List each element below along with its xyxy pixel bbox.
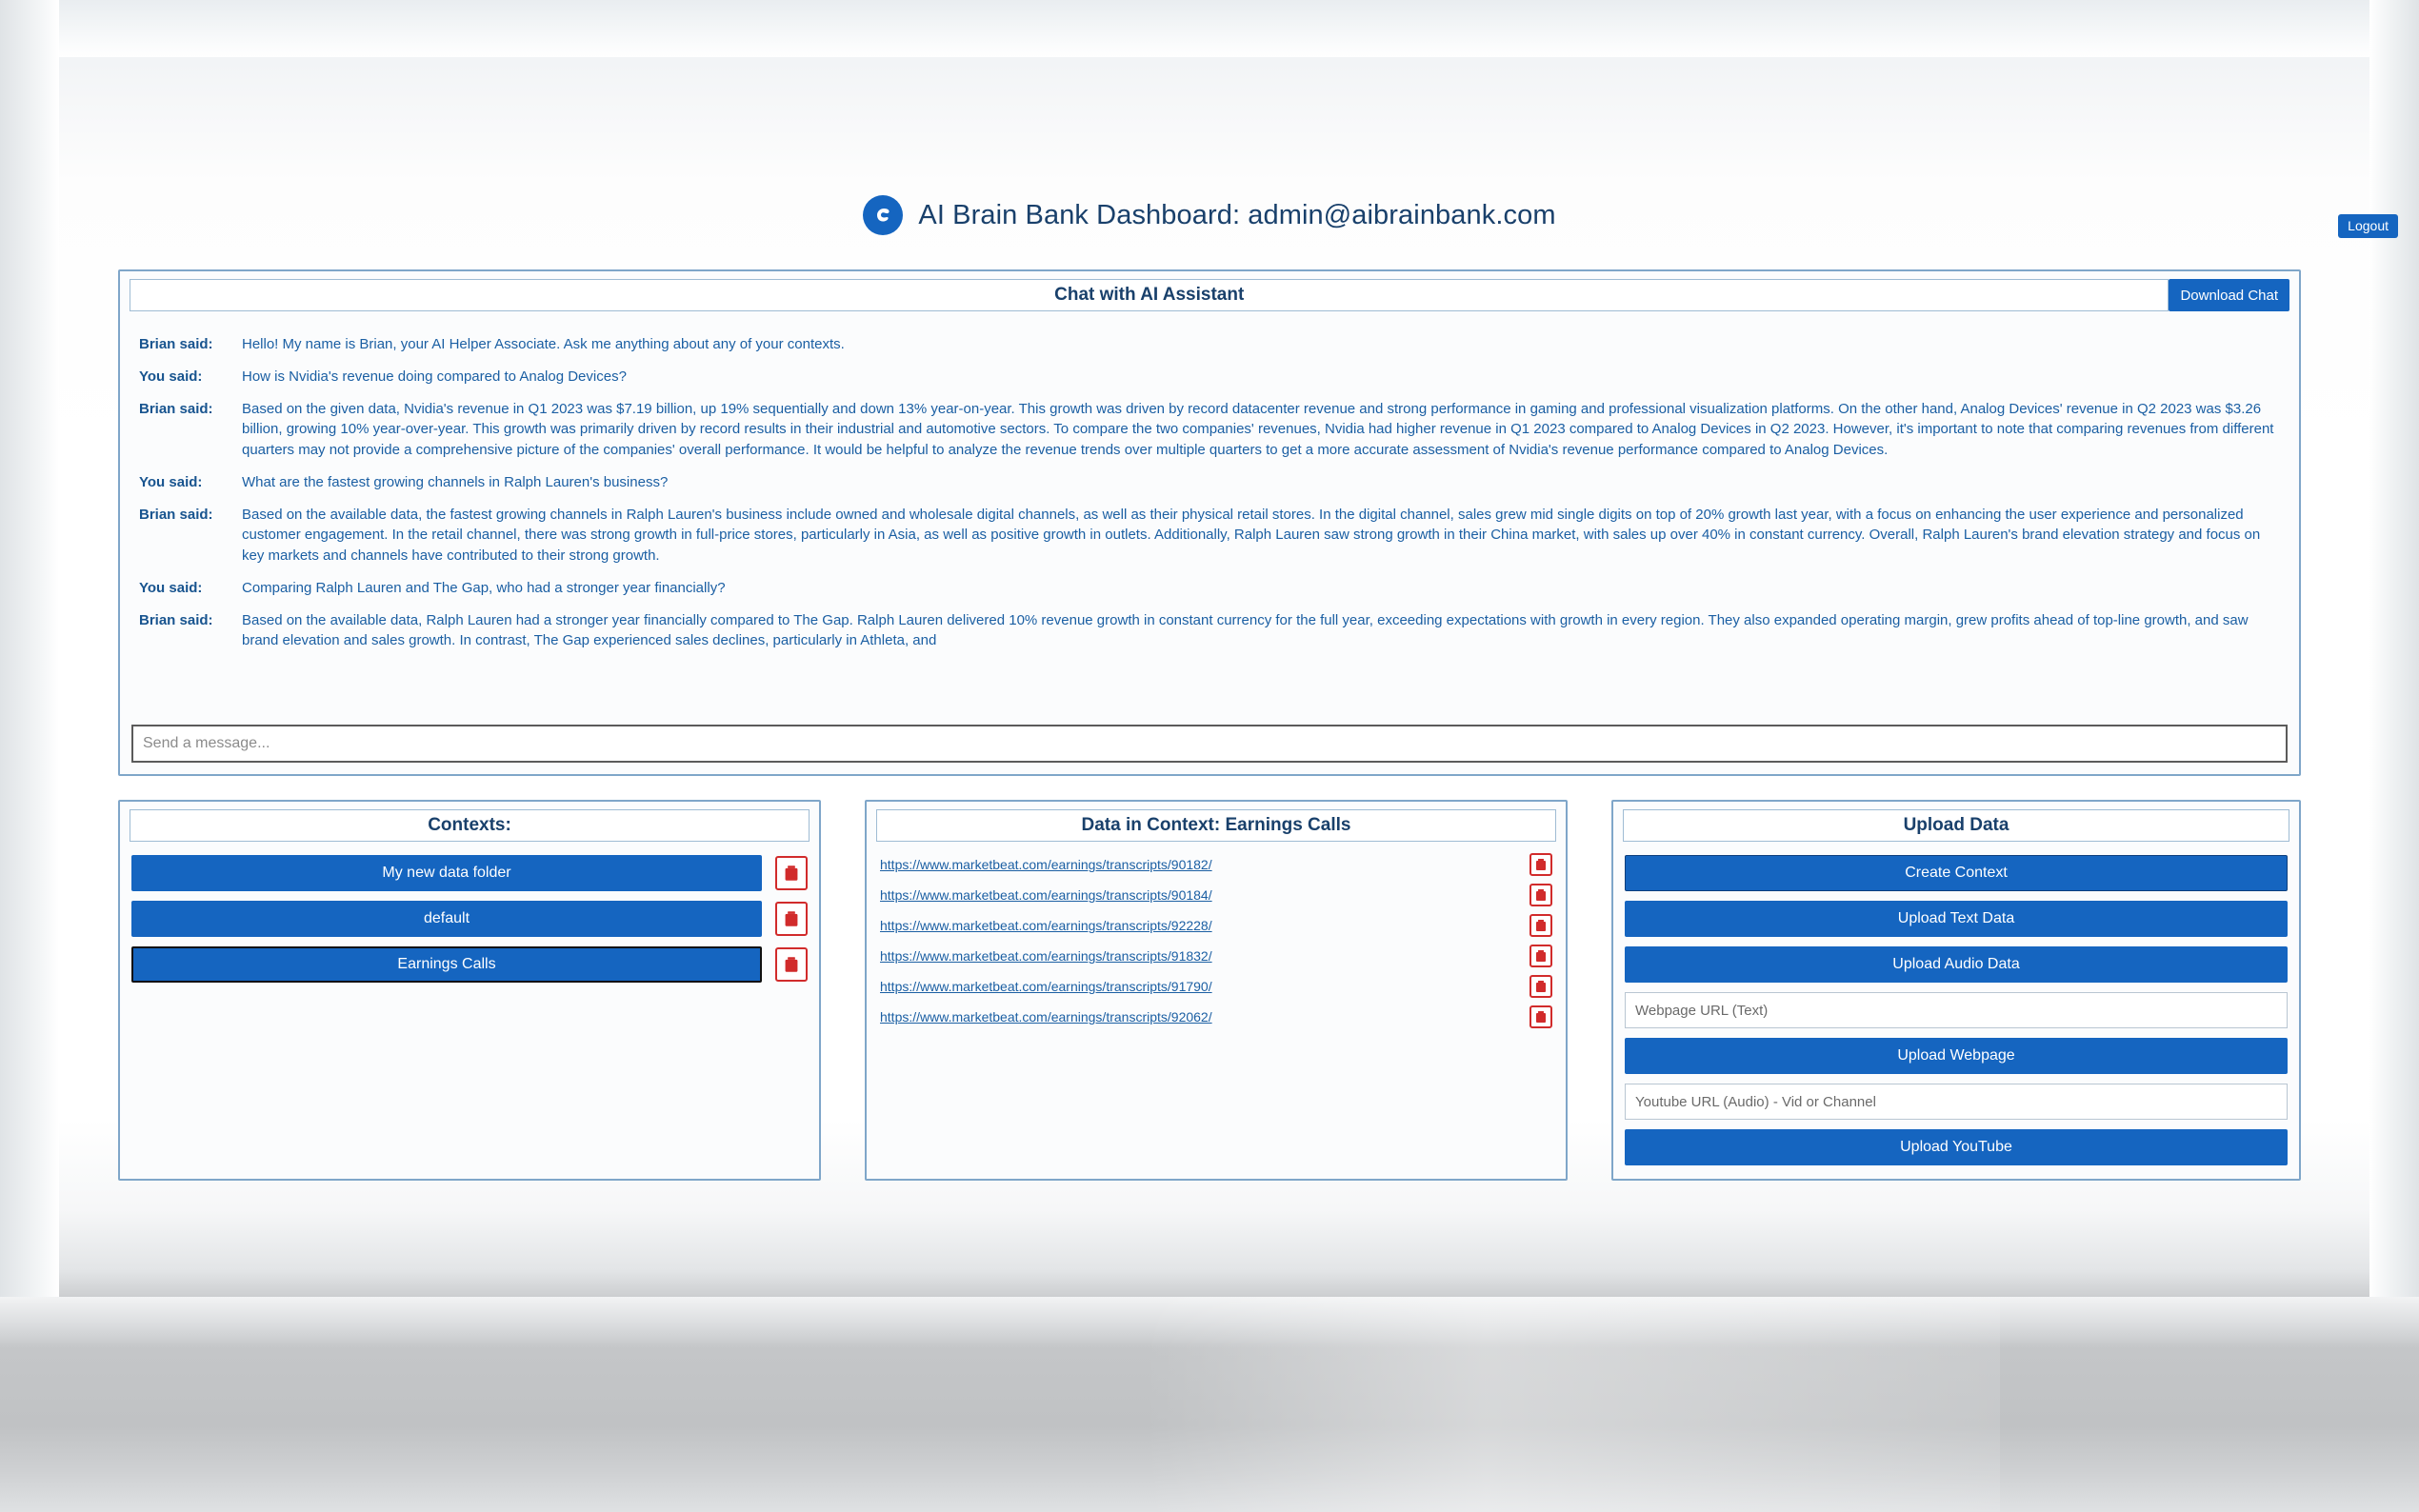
chat-message xyxy=(139,367,2280,388)
trash-icon[interactable] xyxy=(1529,1005,1552,1028)
logout-button[interactable]: Logout xyxy=(2338,214,2398,238)
chat-message-text: Based on the available data, the fastest growing channels in Ralph Lauren's business include owned and wholesale digital channels, as well as their physical retail stores. In the digital channel, sales grew mid single digits on top of 20% growth last year, with a focus on enhancing the user experience and personalized customer engagement. In the retail channel, there was strong growth in full-price stores, particularly in Asia, as well as positive growth in outlets. Additionally, Ralph Lauren saw strong growth in their China market, with sales up over 40% in constant currency. Overall, Ralph Lauren's brand elevation strategy and focus on key markets and channels have contributed to their strong growth. xyxy=(242,506,2261,564)
youtube-url-input[interactable] xyxy=(1625,1084,2288,1120)
context-list-item xyxy=(131,946,808,983)
upload-youtube-button[interactable]: Upload YouTube xyxy=(1625,1129,2288,1165)
data-list-item xyxy=(880,975,1552,998)
context-select-button[interactable]: Earnings Calls xyxy=(131,946,762,983)
contexts-list xyxy=(120,842,819,983)
chat-message xyxy=(139,505,2280,567)
chat-message-speaker: Brian said: xyxy=(139,506,213,523)
chat-message-input[interactable] xyxy=(131,725,2288,763)
chat-message-text: Hello! My name is Brian, your AI Helper Associate. Ask me anything about any of your contexts. xyxy=(242,336,845,352)
data-in-context-title: Data in Context: Earnings Calls xyxy=(876,809,1556,842)
data-list-item xyxy=(880,853,1552,876)
chat-message-speaker: You said: xyxy=(139,368,203,385)
chat-input-wrapper xyxy=(131,725,2288,763)
chat-message-speaker: You said: xyxy=(139,579,203,596)
data-list-item xyxy=(880,1005,1552,1028)
trash-icon[interactable] xyxy=(1529,945,1552,967)
data-item-link[interactable]: https://www.marketbeat.com/earnings/transcripts/90184/ xyxy=(880,887,1212,903)
chat-message-text: Based on the given data, Nvidia's revenue in Q1 2023 was $7.19 billion, up 19% sequentially and down 13% year-on-year. This growth was driven by record datacenter revenue and strong performance in gaming and professional visualization platforms. On the other hand, Analog Devices' revenue in Q2 2023 was $3.26 billion, growing 10% year-over-year. This growth was primarily driven by record results in their industrial and automotive sectors. To compare the two companies' revenues, Nvidia had higher revenue in Q1 2023 compared to Analog Devices in Q2 2023. However, it's important to note that comparing revenues from different quarters may not provide a comprehensive picture of the companies' overall performance. It would be helpful to analyze the revenue trends over multiple quarters to get a more accurate assessment of Nvidia's revenue performance compared to Analog Devices. xyxy=(242,400,2274,458)
context-select-button[interactable]: My new data folder xyxy=(131,855,762,891)
chat-message xyxy=(139,399,2280,461)
upload-webpage-button[interactable]: Upload Webpage xyxy=(1625,1038,2288,1074)
data-item-link[interactable]: https://www.marketbeat.com/earnings/transcripts/90182/ xyxy=(880,857,1212,872)
brain-icon xyxy=(863,195,903,235)
browser-chrome-bottom xyxy=(0,1297,2419,1512)
chat-message xyxy=(139,578,2280,599)
chat-message-text: Based on the available data, Ralph Lauren had a stronger year financially compared to The Gap. Ralph Lauren delivered 10% revenue growth in constant currency for the full year, exceeding expectations with growth in every region. They also expanded operating margin, grew profits ahead of top-line growth, and saw brand elevation and sales growth. In contrast, The Gap experienced sales declines, particularly in Athleta, and xyxy=(242,611,2249,649)
context-select-button[interactable]: default xyxy=(131,901,762,937)
data-list-item xyxy=(880,914,1552,937)
chat-message-speaker: Brian said: xyxy=(139,400,213,417)
chat-panel xyxy=(118,269,2301,776)
data-list-item xyxy=(880,945,1552,967)
chat-message-speaker: Brian said: xyxy=(139,611,213,628)
trash-icon[interactable] xyxy=(775,856,808,890)
data-item-link[interactable]: https://www.marketbeat.com/earnings/transcripts/91832/ xyxy=(880,948,1212,964)
upload-audio-data-button[interactable]: Upload Audio Data xyxy=(1625,946,2288,983)
contexts-panel xyxy=(118,800,821,1181)
upload-controls xyxy=(1613,842,2299,1165)
trash-icon[interactable] xyxy=(1529,975,1552,998)
upload-data-panel xyxy=(1611,800,2301,1181)
browser-chrome-top xyxy=(0,0,2419,57)
data-list-item xyxy=(880,884,1552,906)
context-list-item xyxy=(131,855,808,891)
trash-icon[interactable] xyxy=(1529,884,1552,906)
chat-message-speaker: You said: xyxy=(139,473,203,490)
upload-text-data-button[interactable]: Upload Text Data xyxy=(1625,901,2288,937)
trash-icon[interactable] xyxy=(775,902,808,936)
trash-icon[interactable] xyxy=(1529,914,1552,937)
download-chat-button[interactable]: Download Chat xyxy=(2169,279,2289,311)
data-item-link[interactable]: https://www.marketbeat.com/earnings/transcripts/92062/ xyxy=(880,1009,1212,1025)
page-header xyxy=(0,195,2419,235)
chat-message xyxy=(139,610,2280,652)
chat-message-log[interactable] xyxy=(131,325,2288,709)
context-list-item xyxy=(131,901,808,937)
chat-message xyxy=(139,334,2280,355)
page-title: AI Brain Bank Dashboard: admin@aibrainbank.com xyxy=(918,199,1556,230)
data-in-context-panel xyxy=(865,800,1568,1181)
chat-message-speaker: Brian said: xyxy=(139,336,213,352)
chat-panel-title: Chat with AI Assistant xyxy=(130,279,2169,311)
chat-message-text: What are the fastest growing channels in Ralph Lauren's business? xyxy=(242,473,669,490)
chat-message xyxy=(139,472,2280,493)
chat-message-text: Comparing Ralph Lauren and The Gap, who had a stronger year financially? xyxy=(242,579,726,596)
webpage-url-input[interactable] xyxy=(1625,992,2288,1028)
data-in-context-list xyxy=(867,842,1566,1028)
upload-panel-title: Upload Data xyxy=(1623,809,2289,842)
chat-panel-header xyxy=(130,279,2289,311)
data-item-link[interactable]: https://www.marketbeat.com/earnings/transcripts/92228/ xyxy=(880,918,1212,933)
trash-icon[interactable] xyxy=(1529,853,1552,876)
trash-icon[interactable] xyxy=(775,947,808,982)
data-item-link[interactable]: https://www.marketbeat.com/earnings/transcripts/91790/ xyxy=(880,979,1212,994)
contexts-panel-title: Contexts: xyxy=(130,809,810,842)
create-context-button[interactable]: Create Context xyxy=(1625,855,2288,891)
chat-message-text: How is Nvidia's revenue doing compared to Analog Devices? xyxy=(242,368,627,385)
